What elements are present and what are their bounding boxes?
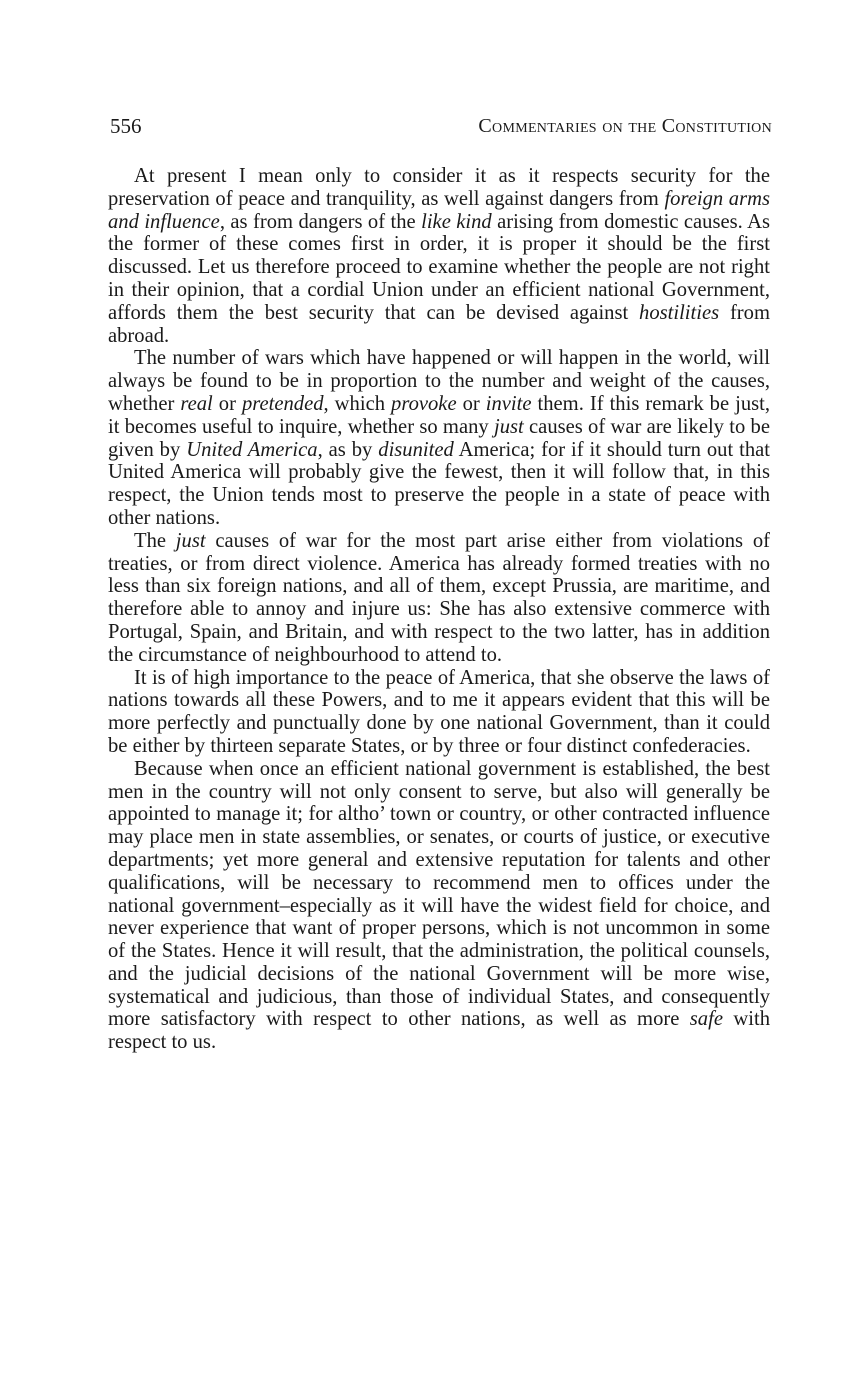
paragraph-2 [108,347,770,529]
italic-text: provoke [391,392,457,415]
text-run: them. If this remark be just, it becomes useful to inquire, whether so many [108,392,771,438]
page-number: 556 [110,114,142,138]
text-run: , which [323,392,392,415]
paragraph-3 [108,530,770,667]
paragraph-5 [108,758,770,1054]
body-text [108,165,770,1054]
text-run: It is of high importance to the peace of America, that she observe the laws of nations towards all these Powers, and to me it appears evident that this will be more perfectly and punctually done by one national Government, than it could be either by thirteen separate States, or by three or four distinct confederacies. [108,666,770,757]
italic-text: just [175,529,206,552]
italic-text: United America [186,438,318,461]
italic-text: just [493,415,524,438]
text-run: arising from domestic causes. As the former of these comes first in order, it is proper it should be the first discussed. Let us therefore proceed to examine whether the people are not right in their opinion, that a cordial Union under an efficient national Government, affords them the best security that can be devised against [108,210,770,324]
text-run: America; for if it should turn out that United America will probably give the fewest, then it will follow that, in this respect, the Union tends most to preserve the people in a state of peace with other nations. [108,438,770,529]
text-run: or [212,392,242,415]
text-run: with respect to us. [108,1008,770,1054]
text-run: The [134,529,176,552]
text-run: causes of war for the most part arise either from violations of treaties, or from direct violence. America has already formed treaties with no less than six foreign nations, and all of them, except Prussia, are maritime, and therefore able to annoy and injure us: She has also extensive commerce with Portugal, Spain, and Britain, and with respect to the two latter, has in addition the circumstance of neighbourhood to attend to. [108,529,770,666]
text-run: , as from dangers of the [219,210,422,233]
italic-text: disunited [378,438,454,461]
text-run: The number of wars which have happened or will happen in the world, will always be found to be in proportion to the number and weight of the causes, whether [108,347,770,415]
italic-text: foreign arms and influence [108,187,771,233]
paragraph-4 [108,667,770,758]
running-title: Commentaries on the Constitution [478,115,772,137]
italic-text: pretended [241,392,324,415]
italic-text: hostilities [639,301,720,324]
italic-text: safe [689,1008,723,1031]
italic-text: like kind [421,210,492,233]
running-head [110,112,772,140]
paragraph-1 [108,165,770,347]
text-run: , as by [317,438,379,461]
text-run: At present I mean only to consider it as it respects security for the preservation of peace and tranquility, as well against dangers from [108,165,770,210]
text-run: from abroad. [108,301,770,347]
text-run: Because when once an efficient national government is established, the best men in the country will not only consent to serve, but also will generally be appointed to manage it; for altho’ town or country, or other contracted influence may place men in state assemblies, or senates, or courts of justice, or executive departments; yet more general and extensive reputation for talents and other qualifications, will be necessary to recommend men to offices under the national government–especially as it will have the widest field for choice, and never experience that want of proper persons, which is not uncommon in some of the States. Hence it will result, that the administration, the political counsels, and the judicial decisions of the national Government will be more wise, systematical and judicious, than those of individual States, and consequently more satisfactory with respect to other nations, as well as more [108,757,770,1031]
text-run: causes of war are likely to be given by [108,415,770,461]
text-run: or [456,392,486,415]
italic-text: real [180,392,213,415]
italic-text: invite [485,392,532,415]
